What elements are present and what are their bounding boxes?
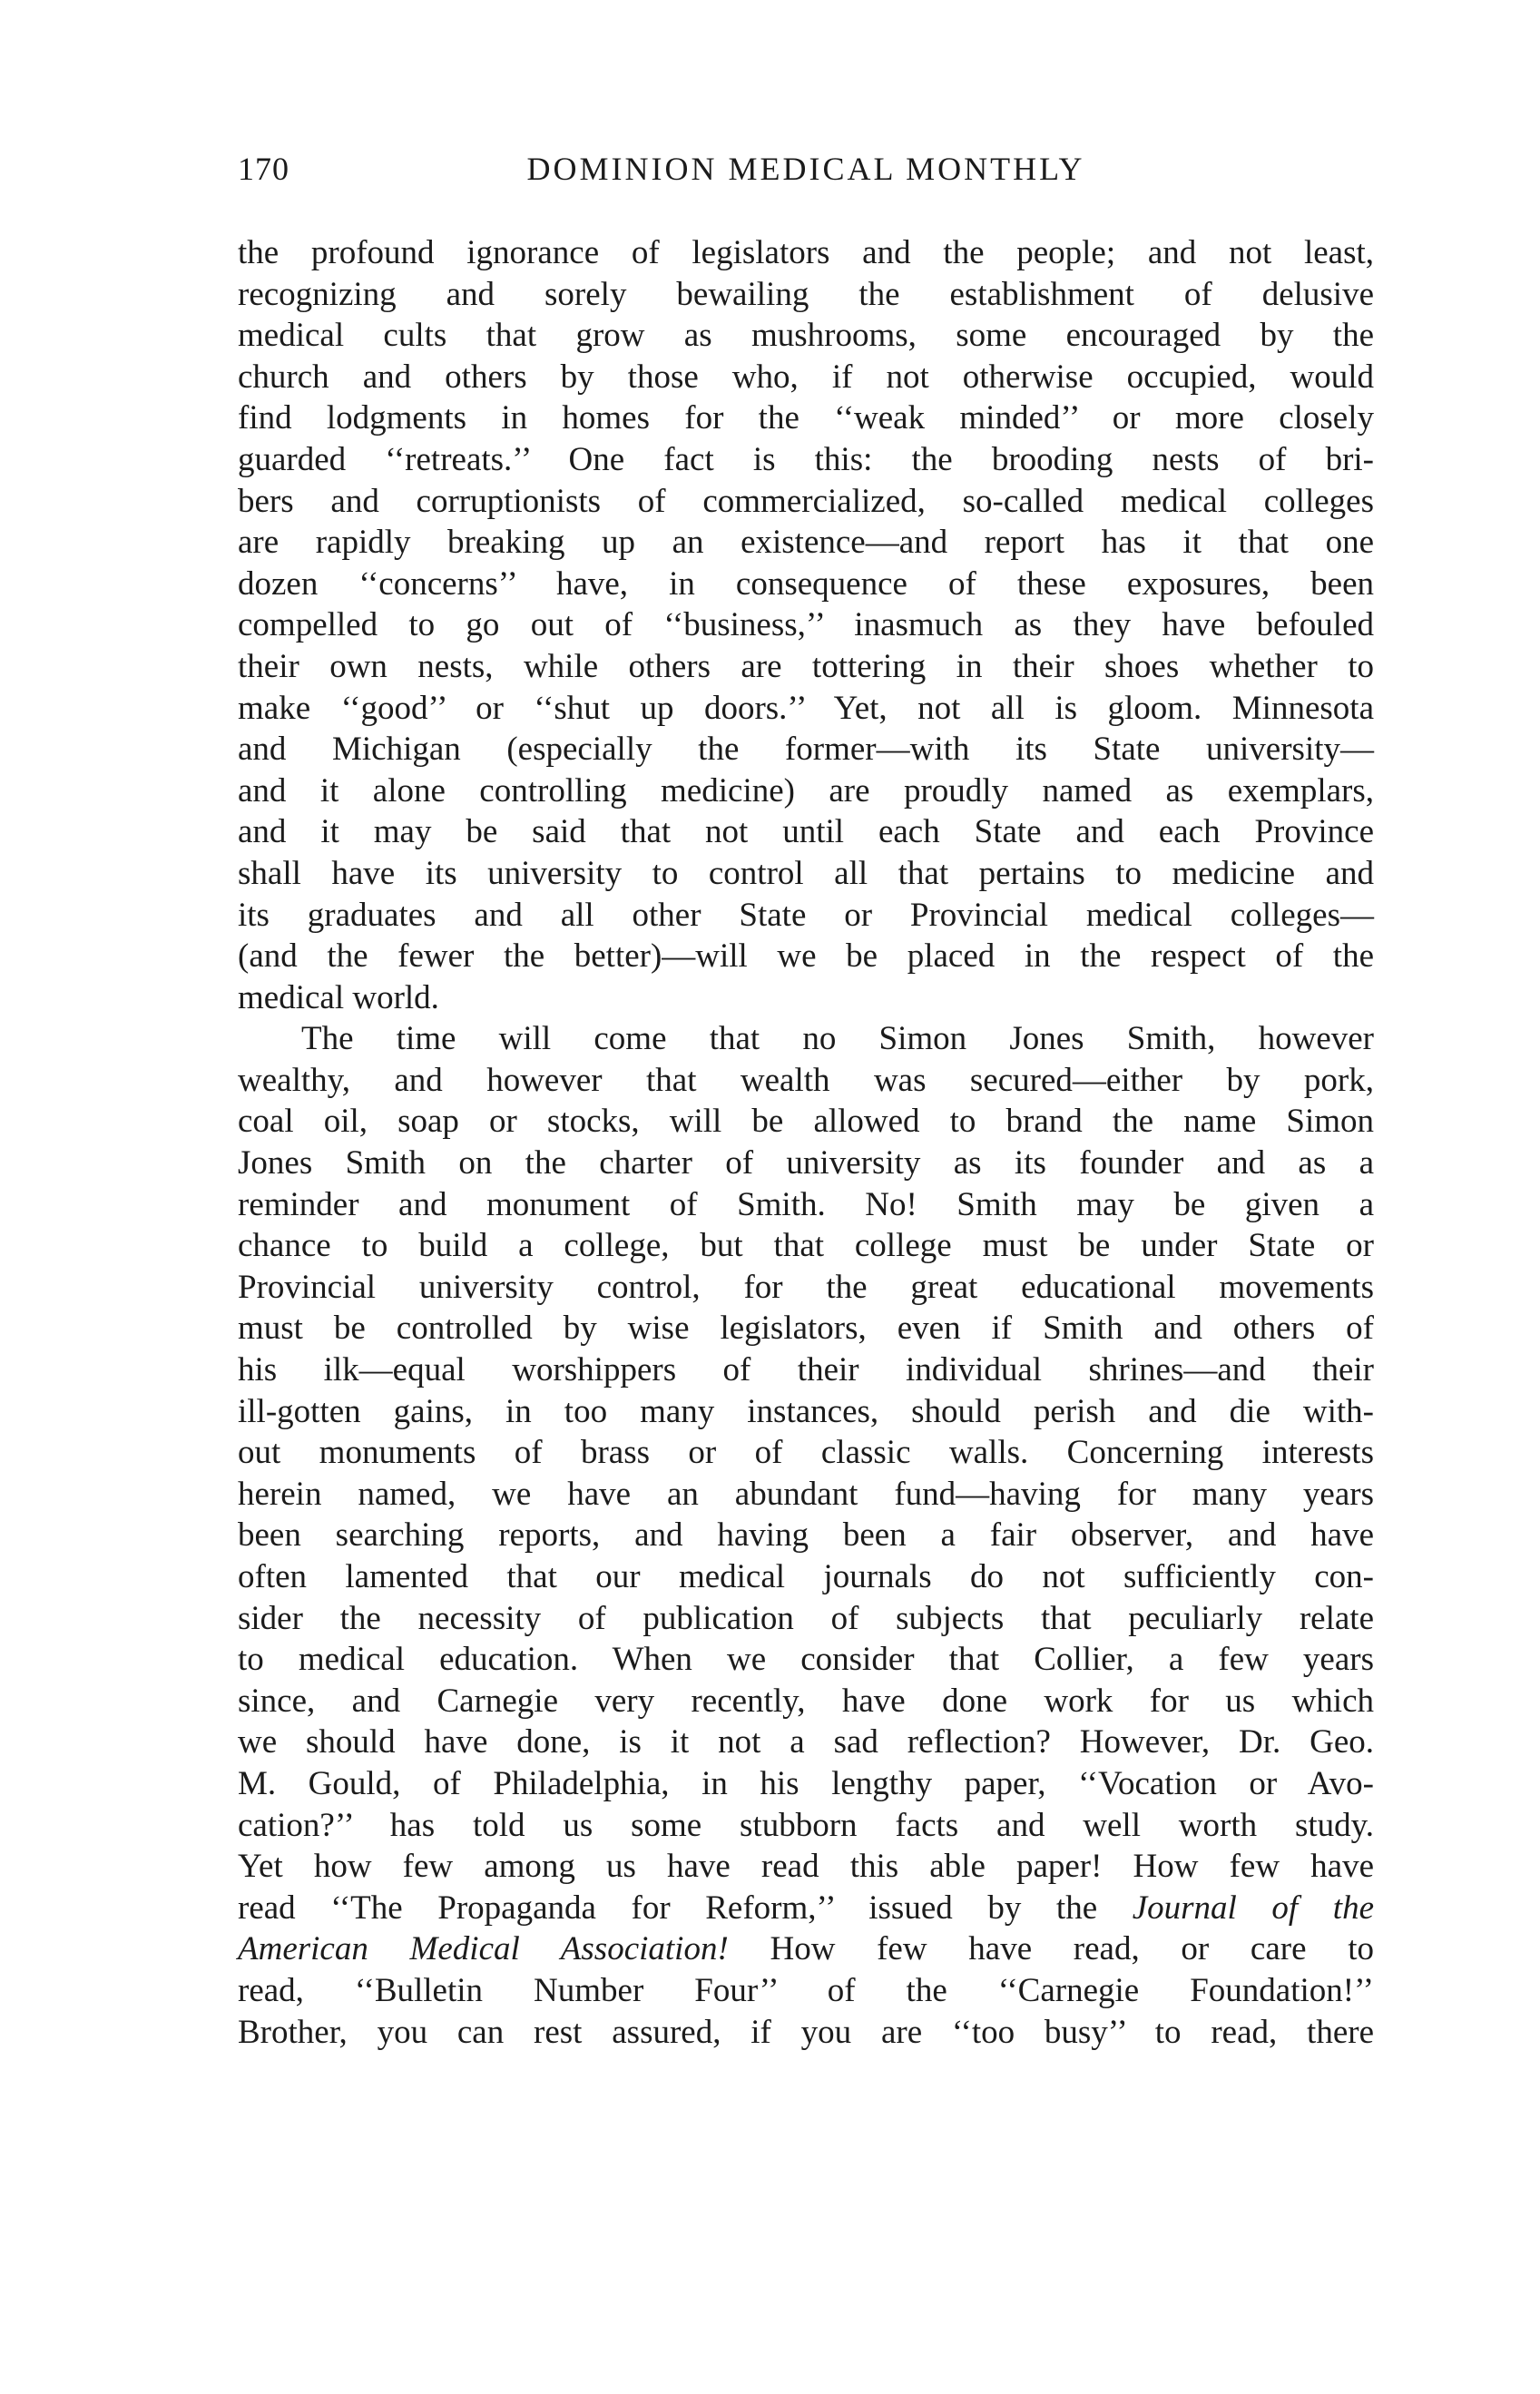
text-line: bers and corruptionists of commercialized, so-called medical colleges — [238, 482, 1374, 520]
text-line: his ilk—equal worshippers of their individual shrines—and their — [238, 1351, 1374, 1389]
text-line: reminder and monument of Smith. No! Smith may be given a — [238, 1185, 1374, 1223]
text-line-with-italic — [238, 1888, 1374, 1929]
text-line: are rapidly breaking up an existence—and report has it that one — [238, 524, 1374, 562]
text-line: sider the necessity of publication of subjects that peculiarly relate — [238, 1599, 1374, 1637]
text-line: guarded ‘‘retreats.’’ One fact is this: the brooding nests of bri- — [238, 440, 1374, 478]
text-line: Brother, you can rest assured, if you are ‘‘too busy’’ to read, there — [238, 2013, 1374, 2051]
text-line: cation?’’ has told us some stubborn facts and well worth study. — [238, 1806, 1374, 1844]
text-line: since, and Carnegie very recently, have done work for us which — [238, 1682, 1374, 1720]
text-line: M. Gould, of Philadelphia, in his lengthy paper, ‘‘Vocation or Avo- — [238, 1764, 1374, 1802]
text-line: its graduates and all other State or Provincial medical colleges— — [238, 896, 1374, 934]
text-line: and it may be said that not until each State and each Province — [238, 813, 1374, 851]
text-line: we should have done, is it not a sad reflection? However, Dr. Geo. — [238, 1723, 1374, 1761]
text-line: church and others by those who, if not otherwise occupied, would — [238, 358, 1374, 396]
page-header — [238, 150, 1374, 204]
text-line: out monuments of brass or of classic walls. Concerning interests — [238, 1434, 1374, 1472]
text-line: (and the fewer the better)—will we be placed in the respect of the — [238, 937, 1374, 976]
text-line: Yet how few among us have read this able paper! How few have — [238, 1848, 1374, 1886]
page-number: 170 — [238, 151, 289, 187]
text-line: wealthy, and however that wealth was secured—either by pork, — [238, 1061, 1374, 1099]
paragraph-start-line: The time will come that no Simon Jones Smith, however — [301, 1020, 1374, 1058]
text-line: chance to build a college, but that college must be under State or — [238, 1227, 1374, 1265]
journal-title-italic: American Medical Association! — [238, 1930, 729, 1968]
text-line: to medical education. When we consider that Collier, a few years — [238, 1641, 1374, 1679]
line-text: How few have read, or care to — [728, 1930, 1374, 1968]
text-line: coal oil, soap or stocks, will be allowed to brand the name Simon — [238, 1103, 1374, 1141]
text-line: dozen ‘‘concerns’’ have, in consequence of these exposures, been — [238, 564, 1374, 603]
text-line: read, ‘‘Bulletin Number Four’’ of the ‘‘Carnegie Foundation!’’ — [238, 1971, 1374, 2009]
text-line: recognizing and sorely bewailing the establishment of delusive — [238, 275, 1374, 313]
text-line: shall have its university to control all that pertains to medicine and — [238, 854, 1374, 892]
text-line: the profound ignorance of legislators and the people; and not least, — [238, 234, 1374, 271]
journal-title-italic: Journal of the — [1132, 1889, 1374, 1927]
text-line: must be controlled by wise legislators, even if Smith and others of — [238, 1310, 1374, 1348]
text-line: Provincial university control, for the great educational movements — [238, 1268, 1374, 1306]
article-text — [238, 232, 1374, 2053]
text-line: been searching reports, and having been a fair observer, and have — [238, 1516, 1374, 1555]
text-line: compelled to go out of ‘‘business,’’ inasmuch as they have befouled — [238, 606, 1374, 644]
line-text: read ‘‘The Propaganda for Reform,’’ issued by the — [238, 1889, 1098, 1927]
text-line: herein named, we have an abundant fund—having for many years — [238, 1475, 1374, 1513]
paragraph-end-line: medical world. — [238, 978, 439, 1016]
text-line: ill-gotten gains, in too many instances, should perish and die with- — [238, 1392, 1374, 1430]
text-line: often lamented that our medical journals do not sufficiently con- — [238, 1558, 1374, 1595]
text-line: and Michigan (especially the former—with its State university— — [238, 731, 1374, 769]
text-line: their own nests, while others are tottering in their shoes whether to — [238, 647, 1374, 685]
text-line: find lodgments in homes for the ‘‘weak minded’’ or more closely — [238, 399, 1374, 437]
text-line: medical cults that grow as mushrooms, some encouraged by the — [238, 317, 1374, 355]
text-line-with-italic — [238, 1928, 1374, 1970]
text-line: and it alone controlling medicine) are proudly named as exemplars, — [238, 771, 1374, 809]
running-head: DOMINION MEDICAL MONTHLY — [526, 151, 1085, 187]
text-line: make ‘‘good’’ or ‘‘shut up doors.’’ Yet, not all is gloom. Minnesota — [238, 689, 1374, 727]
text-line: Jones Smith on the charter of university as its founder and as a — [238, 1144, 1374, 1182]
